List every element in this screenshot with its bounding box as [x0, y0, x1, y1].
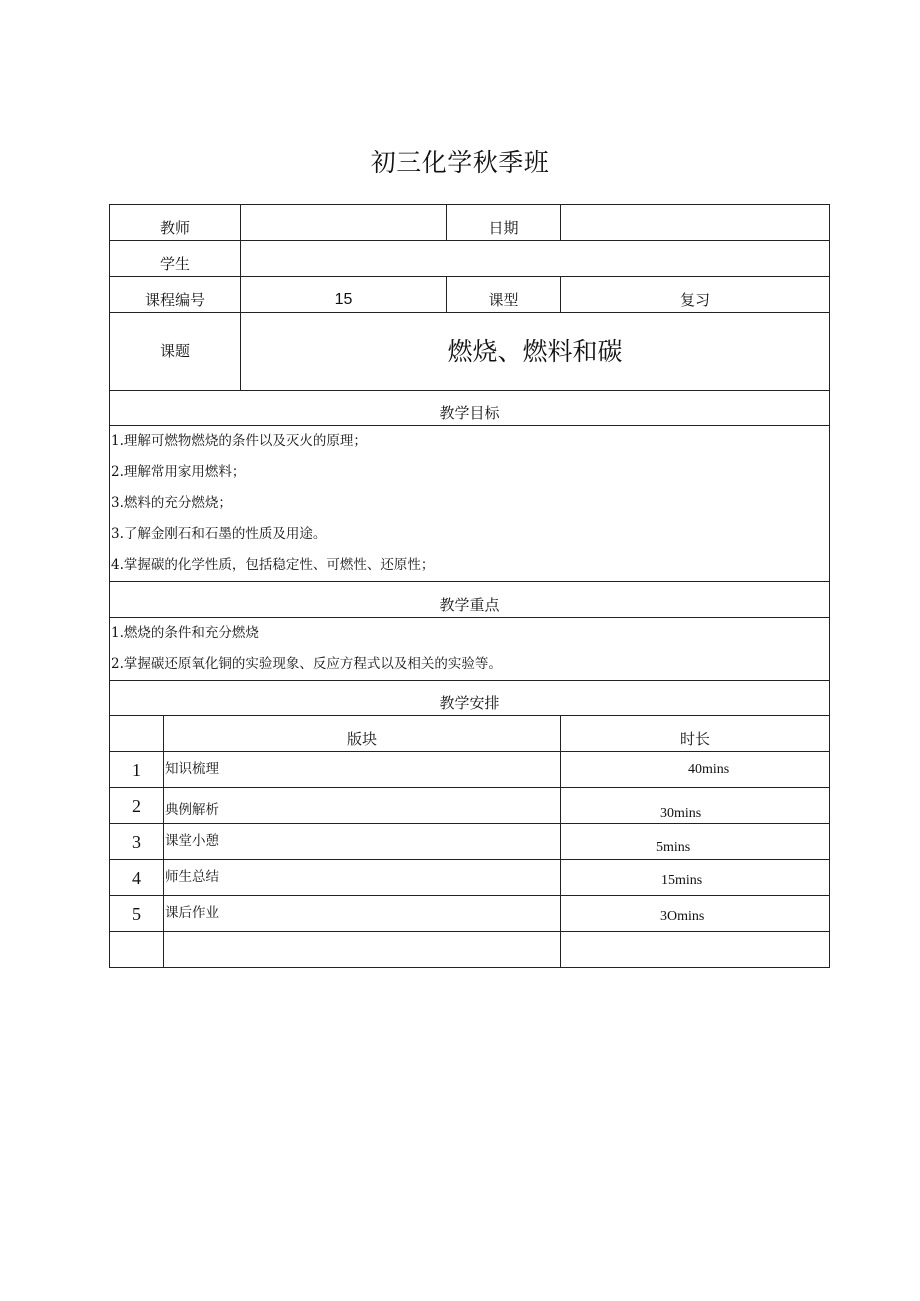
topic-label: 课题 — [110, 313, 241, 391]
schedule-module-header: 版块 — [164, 716, 561, 752]
schedule-row — [110, 896, 830, 932]
schedule-module: 师生总结 — [164, 860, 561, 896]
objective-item: 3.了解金刚石和石墨的性质及用途。 — [111, 525, 327, 542]
schedule-module: 知识梳理 — [164, 752, 561, 788]
course-no-label: 课程编号 — [110, 277, 241, 313]
objective-item: 1.理解可燃物燃烧的条件以及灭火的原理； — [111, 432, 367, 449]
lesson-type-label: 课型 — [447, 277, 561, 313]
topic-row — [110, 313, 830, 391]
schedule-duration: 5mins — [561, 824, 830, 860]
objective-item: 4.掌握碳的化学性质，包括稳定性、可燃性、还原性； — [111, 556, 435, 573]
key-point-item: 1.燃烧的条件和充分燃烧 — [111, 624, 259, 641]
schedule-empty-duration — [561, 932, 830, 968]
schedule-duration: 40mins — [561, 752, 830, 788]
schedule-heading-row — [110, 681, 830, 716]
schedule-index: 2 — [110, 788, 164, 824]
schedule-duration: 3Omins — [561, 896, 830, 932]
objectives-body-row — [110, 426, 830, 582]
teacher-label: 教师 — [110, 205, 241, 241]
student-row — [110, 241, 830, 277]
course-no-value: 15 — [241, 277, 447, 313]
lesson-plan-table — [109, 204, 830, 968]
schedule-index: 1 — [110, 752, 164, 788]
key-points-body-row — [110, 618, 830, 681]
schedule-header-row — [110, 716, 830, 752]
schedule-module: 课后作业 — [164, 896, 561, 932]
course-row — [110, 277, 830, 313]
date-value[interactable] — [561, 205, 830, 241]
schedule-duration: 15mins — [561, 860, 830, 896]
student-value[interactable] — [241, 241, 830, 277]
objectives-heading-row — [110, 391, 830, 426]
schedule-empty-row — [110, 932, 830, 968]
schedule-heading: 教学安排 — [110, 681, 830, 716]
objectives-heading: 教学目标 — [110, 391, 830, 426]
objective-item: 2.理解常用家用燃料； — [111, 463, 246, 480]
schedule-empty-module — [164, 932, 561, 968]
schedule-index: 3 — [110, 824, 164, 860]
schedule-index: 5 — [110, 896, 164, 932]
schedule-empty-index — [110, 932, 164, 968]
key-points-heading-row — [110, 582, 830, 618]
schedule-module: 课堂小憩 — [164, 824, 561, 860]
schedule-index: 4 — [110, 860, 164, 896]
schedule-module: 典例解析 — [164, 788, 561, 824]
teacher-value[interactable] — [241, 205, 447, 241]
schedule-row — [110, 860, 830, 896]
lesson-type-value: 复习 — [561, 277, 830, 313]
schedule-row — [110, 824, 830, 860]
objective-item: 3.燃料的充分燃烧； — [111, 494, 232, 511]
schedule-index-header — [110, 716, 164, 752]
teacher-row — [110, 205, 830, 241]
page-title: 初三化学秋季班 — [370, 148, 550, 177]
schedule-row — [110, 788, 830, 824]
student-label: 学生 — [110, 241, 241, 277]
schedule-duration: 30mins — [561, 788, 830, 824]
key-points-heading: 教学重点 — [110, 582, 830, 618]
schedule-duration-header: 时长 — [561, 716, 830, 752]
topic-value: 燃烧、燃料和碳 — [241, 313, 830, 391]
objectives-body — [110, 426, 830, 582]
key-points-body — [110, 618, 830, 681]
date-label: 日期 — [447, 205, 561, 241]
key-point-item: 2.掌握碳还原氧化铜的实验现象、反应方程式以及相关的实验等。 — [111, 655, 502, 672]
schedule-row — [110, 752, 830, 788]
